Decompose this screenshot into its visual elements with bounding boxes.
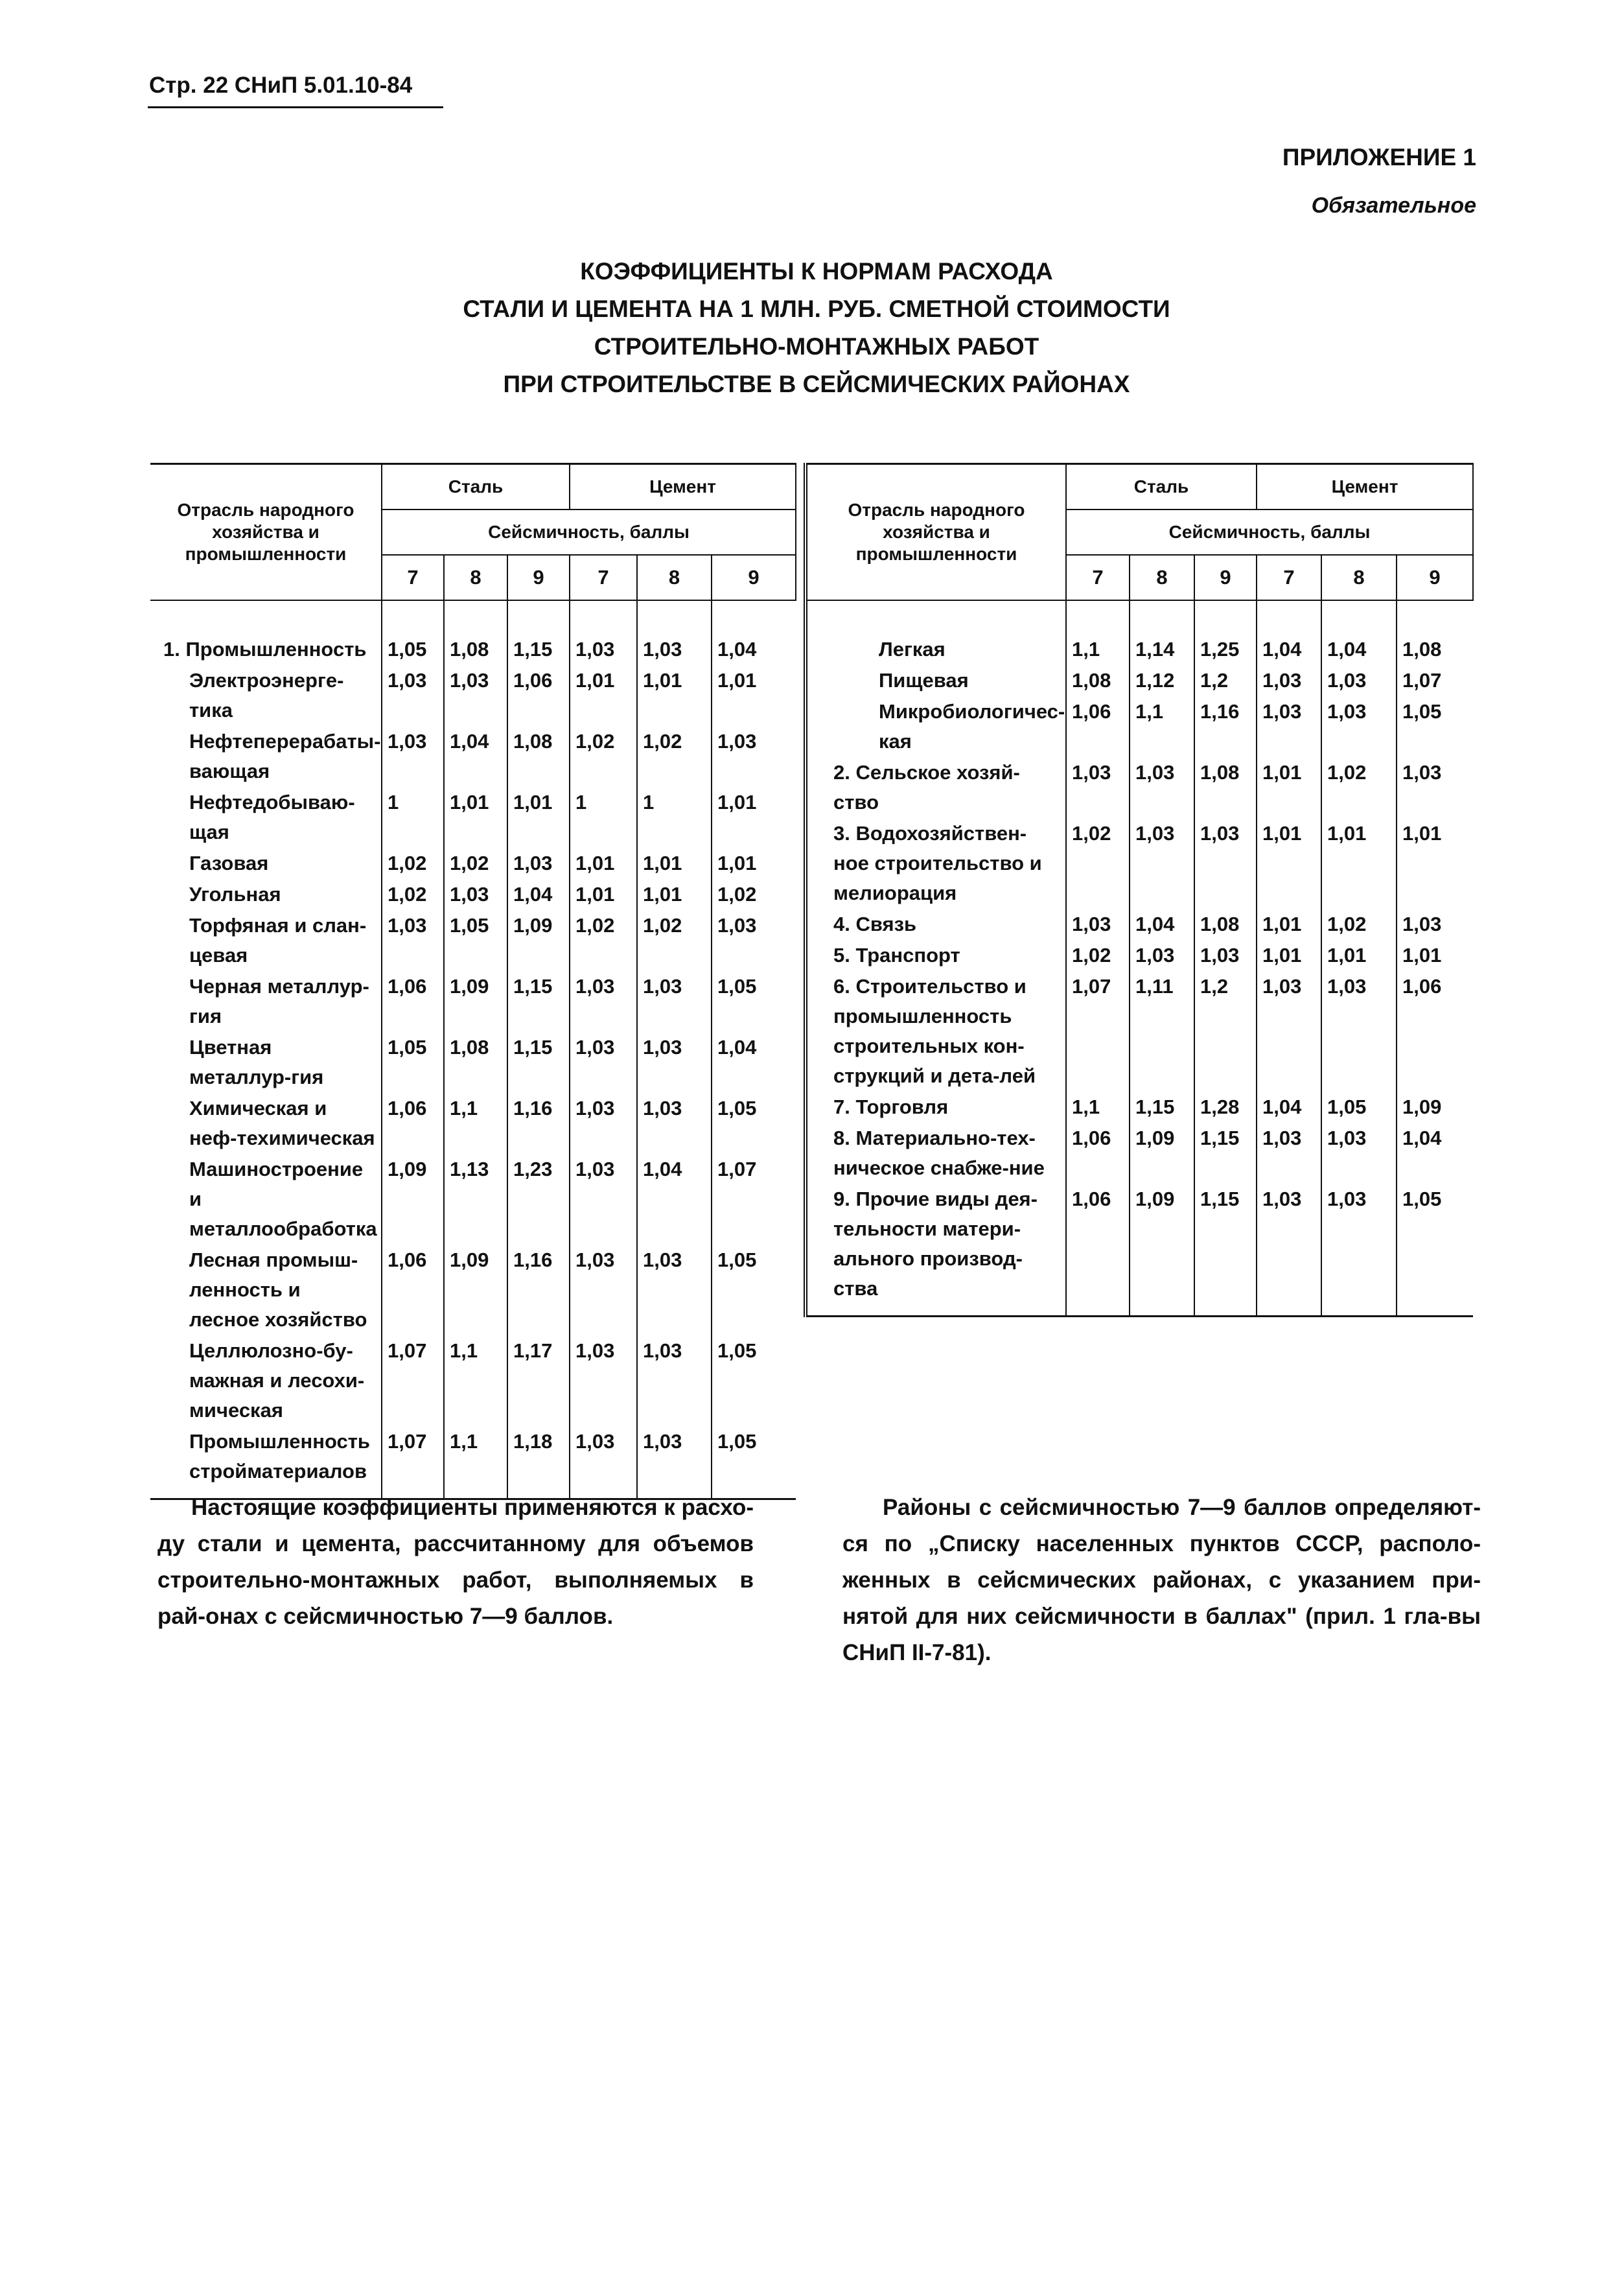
table-row: [150, 847, 796, 878]
coefficient-value: 1,01: [1321, 939, 1397, 970]
coefficient-value: 1,02: [637, 725, 712, 786]
coefficient-value: 1,03: [637, 1244, 712, 1335]
table-row: [806, 908, 1473, 939]
coefficient-value: 1,03: [444, 664, 507, 725]
level-header: 7: [1066, 555, 1130, 600]
table-body-right: [806, 600, 1473, 1317]
coefficient-value: 1,03: [382, 664, 444, 725]
coefficient-value: 1,13: [444, 1153, 507, 1244]
table-row: [150, 1244, 796, 1335]
table-row: [150, 1335, 796, 1425]
industry-name: [806, 939, 1066, 970]
industry-name-text: Цветная металлур-гия: [189, 1036, 324, 1088]
column-header-steel: Сталь: [382, 464, 570, 510]
industry-name-text: Лесная промыш-ленность и лесное хозяйство: [189, 1248, 367, 1331]
table-row: [806, 756, 1473, 817]
table-body-left: [150, 600, 796, 1499]
coefficient-value: 1,03: [1257, 664, 1321, 696]
coefficient-value: 1,05: [712, 970, 796, 1031]
coefficient-value: 1,04: [1321, 633, 1397, 664]
coefficient-value: 1,08: [444, 1031, 507, 1092]
coefficient-value: 1,03: [570, 1153, 637, 1244]
table-bottom-rule: [806, 1317, 1473, 1319]
level-header: 9: [712, 555, 796, 600]
level-header: 8: [1130, 555, 1194, 600]
header-rule: [148, 106, 443, 108]
coefficient-value: 1,05: [444, 909, 507, 970]
coefficient-value: 1,07: [1397, 664, 1473, 696]
level-header: 9: [507, 555, 570, 600]
coefficient-value: 1,02: [1321, 908, 1397, 939]
coefficient-value: 1,02: [637, 909, 712, 970]
industry-name-text: Пищевая: [879, 669, 969, 692]
industry-name-text: Черная металлур-гия: [189, 975, 369, 1027]
coefficient-value: 1,28: [1194, 1091, 1257, 1122]
title-line: ПРИ СТРОИТЕЛЬСТВЕ В СЕЙСМИЧЕСКИХ РАЙОНАХ: [503, 371, 1130, 397]
column-header-seismicity: Сейсмичность, баллы: [1066, 510, 1473, 555]
table-row: [806, 970, 1473, 1091]
coefficient-value: 1,16: [1194, 696, 1257, 756]
title-line: КОЭФФИЦИЕНТЫ К НОРМАМ РАСХОДА: [580, 258, 1053, 285]
coefficient-value: 1,03: [570, 633, 637, 664]
coefficient-value: 1,09: [1130, 1122, 1194, 1183]
coefficient-value: 1,03: [1397, 756, 1473, 817]
coefficient-value: 1,03: [1066, 756, 1130, 817]
coefficient-value: 1,03: [712, 725, 796, 786]
coefficient-value: 1,04: [1257, 633, 1321, 664]
coefficient-value: 1,07: [712, 1153, 796, 1244]
industry-name: [150, 847, 382, 878]
coefficient-value: 1,09: [382, 1153, 444, 1244]
coefficient-value: 1,14: [1130, 633, 1194, 664]
coefficient-value: 1,03: [570, 970, 637, 1031]
table-row: [150, 1425, 796, 1499]
coefficient-value: 1,03: [712, 909, 796, 970]
industry-name: [806, 1183, 1066, 1317]
coefficient-value: 1,04: [712, 1031, 796, 1092]
industry-name: [806, 756, 1066, 817]
industry-name-text: 3. Водохозяйствен-ное строительство и мелиорация: [833, 822, 1042, 904]
coefficient-value: 1,01: [712, 847, 796, 878]
table-row: [806, 939, 1473, 970]
coefficient-value: 1,02: [712, 878, 796, 909]
coefficient-value: 1,04: [444, 725, 507, 786]
coefficient-value: 1,06: [382, 1244, 444, 1335]
coefficient-value: 1,03: [1130, 939, 1194, 970]
coefficient-value: 1,16: [507, 1244, 570, 1335]
coefficient-value: 1,02: [382, 878, 444, 909]
industry-name: [806, 1122, 1066, 1183]
coefficient-value: 1,02: [1321, 756, 1397, 817]
industry-name: [150, 1153, 382, 1244]
coefficient-value: 1,03: [570, 1031, 637, 1092]
industry-name-text: 5. Транспорт: [833, 944, 960, 967]
coefficient-value: 1,02: [1066, 939, 1130, 970]
table-row: [150, 725, 796, 786]
level-header: 8: [637, 555, 712, 600]
coefficient-value: 1,01: [570, 878, 637, 909]
coefficient-value: 1,1: [444, 1335, 507, 1425]
coefficient-value: 1,1: [444, 1425, 507, 1499]
coefficient-value: 1,01: [712, 786, 796, 847]
table-row: [150, 633, 796, 664]
coefficient-value: 1,11: [1130, 970, 1194, 1091]
industry-name-text: Угольная: [189, 883, 281, 906]
coefficient-value: 1,03: [507, 847, 570, 878]
coefficient-value: 1,06: [1066, 1122, 1130, 1183]
coefficient-value: 1,07: [382, 1335, 444, 1425]
level-header: 7: [1257, 555, 1321, 600]
coefficient-value: 1,15: [507, 970, 570, 1031]
coefficient-value: 1,05: [382, 633, 444, 664]
note-right: Районы с сейсмичностью 7—9 баллов определяют-ся по „Списку населенных пунктов СССР, располо-женных в сейсмических районах, с указанием при-нятой для них сейсмичности в баллах" (прил. 1 гла-вы СНиП II-7-81).: [842, 1495, 1481, 1665]
industry-name-text: Торфяная и слан-цевая: [189, 914, 367, 967]
coefficient-value: 1,04: [1397, 1122, 1473, 1183]
industry-name: [150, 970, 382, 1031]
coefficient-value: 1,03: [637, 1425, 712, 1499]
coefficient-value: 1: [570, 786, 637, 847]
table-row: [806, 633, 1473, 664]
coefficient-value: 1,16: [507, 1092, 570, 1153]
coefficient-value: 1,15: [1194, 1183, 1257, 1317]
coefficient-value: 1,01: [1397, 939, 1473, 970]
coefficient-value: 1,01: [712, 664, 796, 725]
column-header-industry: Отрасль народного хозяйства и промышленности: [806, 464, 1066, 601]
coefficient-value: 1,01: [507, 786, 570, 847]
table-row: [150, 909, 796, 970]
coefficient-value: 1,1: [1130, 696, 1194, 756]
coefficient-value: 1,05: [382, 1031, 444, 1092]
appendix-status: Обязательное: [1311, 193, 1476, 218]
coefficient-value: 1,03: [570, 1425, 637, 1499]
coefficient-value: 1,09: [507, 909, 570, 970]
industry-name: [806, 664, 1066, 696]
table-row: [806, 1091, 1473, 1122]
table-row: [806, 1122, 1473, 1183]
industry-name: [150, 1425, 382, 1499]
title-line: СТРОИТЕЛЬНО-МОНТАЖНЫХ РАБОТ: [594, 333, 1039, 360]
coefficient-value: 1,25: [1194, 633, 1257, 664]
coefficient-value: 1,08: [444, 633, 507, 664]
coefficient-value: 1,01: [570, 664, 637, 725]
industry-name: [806, 817, 1066, 908]
table-spacer-row: [806, 600, 1473, 633]
coefficient-value: 1,23: [507, 1153, 570, 1244]
coefficient-value: 1,07: [382, 1425, 444, 1499]
table-row: [150, 1153, 796, 1244]
appendix-label: ПРИЛОЖЕНИЕ 1: [1282, 144, 1476, 170]
coefficient-value: 1,01: [1321, 817, 1397, 908]
level-header: 9: [1397, 555, 1473, 600]
table-row: [806, 1183, 1473, 1317]
table-row: [806, 664, 1473, 696]
coefficient-value: 1,02: [1066, 817, 1130, 908]
coefficient-value: 1,1: [1066, 1091, 1130, 1122]
coefficient-value: 1: [382, 786, 444, 847]
coefficient-value: 1,03: [637, 1031, 712, 1092]
coefficient-value: 1,02: [444, 847, 507, 878]
coefficient-value: 1,02: [382, 847, 444, 878]
industry-name: [150, 725, 382, 786]
coefficient-value: 1,09: [444, 970, 507, 1031]
industry-name-text: 8. Материально-тех-ническое снабже-ние: [833, 1127, 1045, 1179]
table-row: [150, 970, 796, 1031]
coefficient-value: 1,03: [1257, 1183, 1321, 1317]
level-header: 7: [382, 555, 444, 600]
coefficient-value: 1,06: [382, 1092, 444, 1153]
coefficient-value: 1,03: [637, 633, 712, 664]
industry-name-text: Газовая: [189, 852, 269, 874]
coefficient-value: 1,03: [637, 970, 712, 1031]
industry-name: [150, 909, 382, 970]
level-header: 9: [1194, 555, 1257, 600]
coefficient-value: 1,15: [507, 1031, 570, 1092]
industry-name-text: Легкая: [879, 638, 945, 661]
industry-name: [806, 1091, 1066, 1122]
coefficient-value: 1,03: [1321, 970, 1397, 1091]
coefficient-value: 1,03: [1130, 817, 1194, 908]
coefficient-value: 1,02: [570, 725, 637, 786]
industry-name-text: 4. Связь: [833, 913, 917, 935]
coefficient-value: 1,03: [570, 1092, 637, 1153]
coefficient-value: 1,04: [507, 878, 570, 909]
table-spacer-row: [150, 600, 796, 633]
column-header-cement: Цемент: [570, 464, 796, 510]
industry-name-text: Целлюлозно-бу-мажная и лесохи-мическая: [189, 1339, 365, 1422]
industry-name-text: 9. Прочие виды дея-тельности матери-ального производ-ства: [833, 1188, 1038, 1300]
industry-name-text: 7. Торговля: [833, 1096, 949, 1118]
level-header: 7: [570, 555, 637, 600]
coefficient-value: 1,03: [1321, 664, 1397, 696]
industry-name: [150, 878, 382, 909]
industry-name-text: Промышленность стройматериалов: [189, 1430, 370, 1482]
industry-name: [150, 633, 382, 664]
coefficient-value: 1,02: [570, 909, 637, 970]
column-header-steel: Сталь: [1066, 464, 1257, 510]
table-row: [150, 1092, 796, 1153]
coefficient-value: 1,07: [1066, 970, 1130, 1091]
coefficient-value: 1,01: [1257, 939, 1321, 970]
coefficient-value: 1,05: [1397, 1183, 1473, 1317]
title-line: СТАЛИ И ЦЕМЕНТА НА 1 МЛН. РУБ. СМЕТНОЙ СТОИМОСТИ: [463, 296, 1170, 322]
coefficient-value: 1,08: [507, 725, 570, 786]
coefficients-table-left: [150, 463, 796, 1501]
coefficient-value: 1,04: [1257, 1091, 1321, 1122]
coefficient-value: 1,05: [1397, 696, 1473, 756]
coefficient-value: 1,03: [1194, 939, 1257, 970]
industry-name: [150, 786, 382, 847]
coefficient-value: 1,03: [1397, 908, 1473, 939]
coefficient-value: 1,15: [1194, 1122, 1257, 1183]
coefficient-value: 1,03: [1257, 970, 1321, 1091]
table-row: [806, 696, 1473, 756]
table-row: [806, 817, 1473, 908]
industry-name-text: 6. Строительство и промышленность строительных кон-струкций и дета-лей: [833, 975, 1036, 1087]
coefficient-value: 1,05: [712, 1425, 796, 1499]
industry-name-text: 2. Сельское хозяй-ство: [833, 761, 1020, 814]
industry-name: [806, 633, 1066, 664]
coefficient-value: 1,01: [1257, 908, 1321, 939]
table-row: [150, 786, 796, 847]
coefficient-value: 1,2: [1194, 970, 1257, 1091]
coefficient-value: 1,01: [1257, 817, 1321, 908]
table-row: [150, 878, 796, 909]
industry-name: [150, 1335, 382, 1425]
column-header-cement: Цемент: [1257, 464, 1473, 510]
industry-name: [806, 696, 1066, 756]
industry-name: [806, 970, 1066, 1091]
column-header-seismicity: Сейсмичность, баллы: [382, 510, 796, 555]
coefficient-value: 1,15: [1130, 1091, 1194, 1122]
coefficient-value: 1,05: [712, 1092, 796, 1153]
coefficient-value: 1,05: [1321, 1091, 1397, 1122]
coefficient-value: 1,06: [382, 970, 444, 1031]
industry-name: [150, 664, 382, 725]
coefficient-value: 1,03: [1194, 817, 1257, 908]
table-row: [150, 664, 796, 725]
coefficient-value: 1,03: [1130, 756, 1194, 817]
coefficient-value: 1,04: [712, 633, 796, 664]
coefficient-value: 1,05: [712, 1244, 796, 1335]
level-header: 8: [1321, 555, 1397, 600]
coefficient-value: 1,03: [382, 725, 444, 786]
industry-name-text: 1. Промышленность: [163, 638, 367, 661]
coefficient-value: 1,06: [1066, 1183, 1130, 1317]
industry-name: [806, 908, 1066, 939]
coefficient-value: 1,1: [1066, 633, 1130, 664]
industry-name-text: Электроэнерге-тика: [189, 669, 344, 721]
industry-name-text: Микробиологичес-кая: [879, 700, 1065, 753]
coefficient-value: 1,08: [1194, 908, 1257, 939]
coefficient-value: 1,17: [507, 1335, 570, 1425]
coefficient-value: 1,04: [1130, 908, 1194, 939]
coefficient-value: 1,03: [1321, 696, 1397, 756]
coefficient-value: 1,1: [444, 1092, 507, 1153]
coefficient-value: 1,05: [712, 1335, 796, 1425]
industry-name: [150, 1092, 382, 1153]
coefficient-value: 1,01: [637, 847, 712, 878]
coefficient-value: 1,09: [444, 1244, 507, 1335]
document-title: [363, 253, 1270, 403]
coefficient-value: 1,08: [1397, 633, 1473, 664]
coefficient-value: 1,03: [1321, 1122, 1397, 1183]
coefficient-value: 1,08: [1066, 664, 1130, 696]
coefficient-value: 1,03: [1066, 908, 1130, 939]
industry-name-text: Химическая и неф-техимическая: [189, 1097, 375, 1149]
table-row: [150, 1031, 796, 1092]
coefficient-value: 1,03: [570, 1335, 637, 1425]
coefficient-value: 1,03: [570, 1244, 637, 1335]
coefficient-value: 1,12: [1130, 664, 1194, 696]
coefficient-value: 1,06: [1066, 696, 1130, 756]
coefficient-value: 1,03: [1257, 1122, 1321, 1183]
coefficient-value: 1,06: [1397, 970, 1473, 1091]
coefficient-value: 1,01: [1397, 817, 1473, 908]
coefficient-value: 1,03: [1321, 1183, 1397, 1317]
coefficient-value: 1,03: [637, 1335, 712, 1425]
column-header-industry: Отрасль народного хозяйства и промышленности: [150, 464, 382, 601]
industry-name-text: Машиностроение и металлообработка: [189, 1158, 377, 1240]
coefficient-value: 1,03: [444, 878, 507, 909]
coefficient-value: 1,18: [507, 1425, 570, 1499]
coefficient-value: 1,01: [637, 878, 712, 909]
coefficient-value: 1,01: [570, 847, 637, 878]
level-header: 8: [444, 555, 507, 600]
coefficient-value: 1,01: [444, 786, 507, 847]
coefficient-value: 1,15: [507, 633, 570, 664]
coefficient-value: 1,03: [382, 909, 444, 970]
coefficient-value: 1,01: [1257, 756, 1321, 817]
coefficient-value: 1,04: [637, 1153, 712, 1244]
industry-name-text: Нефтедобываю-щая: [189, 791, 355, 843]
page-header: Стр. 22 СНиП 5.01.10-84: [149, 73, 413, 98]
coefficient-value: 1,09: [1397, 1091, 1473, 1122]
industry-name: [150, 1031, 382, 1092]
coefficient-value: 1,01: [637, 664, 712, 725]
coefficient-value: 1,03: [637, 1092, 712, 1153]
note-left: Настоящие коэффициенты применяются к расхо-ду стали и цемента, рассчитанному для объемов строительно-монтажных работ, выполняемых в рай-онах с сейсмичностью 7—9 баллов.: [157, 1495, 754, 1629]
coefficient-value: 1,08: [1194, 756, 1257, 817]
coefficient-value: 1,03: [1257, 696, 1321, 756]
coefficient-value: 1,09: [1130, 1183, 1194, 1317]
coefficient-value: 1,06: [507, 664, 570, 725]
industry-name-text: Нефтеперерабаты-вающая: [189, 730, 381, 782]
industry-name: [150, 1244, 382, 1335]
coefficient-value: 1,2: [1194, 664, 1257, 696]
coefficients-table-right: [804, 463, 1474, 1318]
coefficient-value: 1: [637, 786, 712, 847]
